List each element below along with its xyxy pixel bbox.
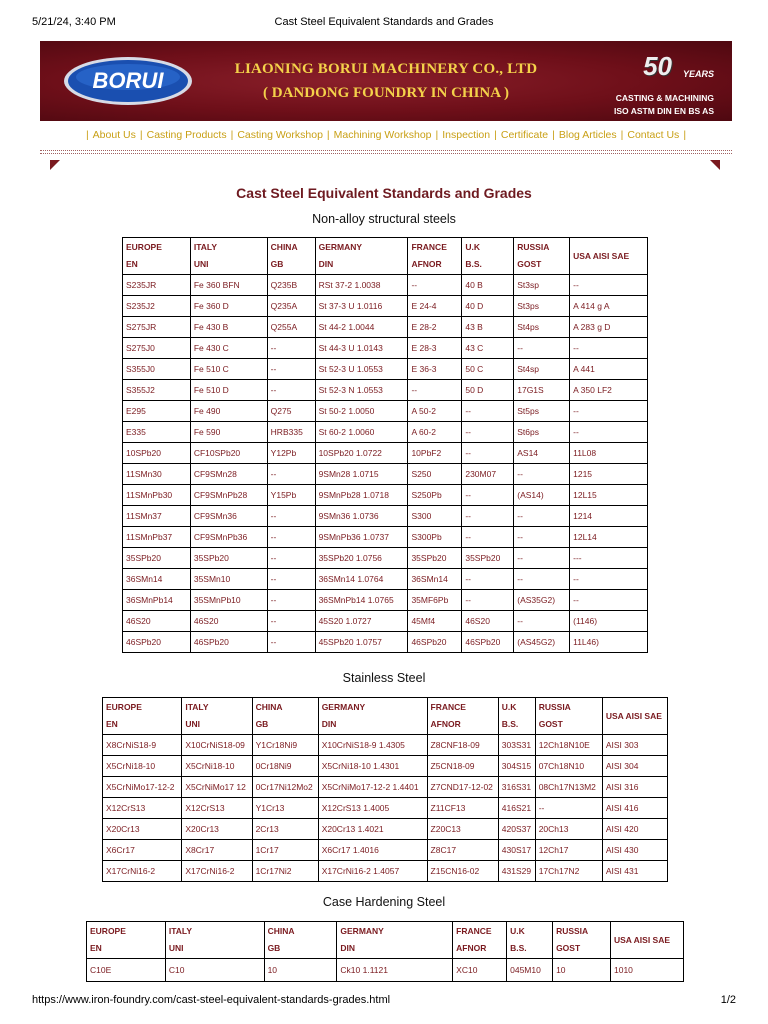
nav-separator: | bbox=[683, 129, 687, 141]
header-country: ITALY bbox=[168, 926, 192, 936]
table-cell: 35MF6Pb bbox=[408, 590, 462, 611]
table-cell: -- bbox=[514, 548, 570, 569]
table-cell: X10CrNiS18-09 bbox=[182, 735, 252, 756]
table-cell: -- bbox=[514, 569, 570, 590]
header-standard: DIN bbox=[340, 943, 356, 953]
table-cell: 46SPb20 bbox=[408, 632, 462, 653]
nav-link-casting-products[interactable]: Casting Products bbox=[146, 129, 227, 141]
table-cell: Ck10 1.1121 bbox=[337, 959, 453, 982]
table-cell: 9SMnPb36 1.0737 bbox=[315, 527, 408, 548]
table-cell: CF9SMnPb28 bbox=[190, 485, 267, 506]
header-country: U.K bbox=[465, 242, 480, 252]
company-name: LIAONING BORUI MACHINERY CO., LTD bbox=[234, 61, 538, 77]
table-cell: 9SMnPb28 1.0718 bbox=[315, 485, 408, 506]
nav-separator: | bbox=[230, 129, 234, 141]
table-cell: X10CrNiS18-9 1.4305 bbox=[318, 735, 427, 756]
table-cell: 11SMn30 bbox=[123, 464, 191, 485]
table-cell: AISI 430 bbox=[602, 840, 667, 861]
table-cell: AISI 431 bbox=[602, 861, 667, 882]
table-cell: A 50-2 bbox=[408, 401, 462, 422]
table-cell: -- bbox=[462, 485, 514, 506]
table-cell: 45SPb20 1.0757 bbox=[315, 632, 408, 653]
table-cell: St 37-3 U 1.0116 bbox=[315, 296, 408, 317]
table-cell: HRB335 bbox=[267, 422, 315, 443]
table-cell: C10E bbox=[87, 959, 166, 982]
header-country: RUSSIA bbox=[517, 242, 550, 252]
table-cell: St3sp bbox=[514, 275, 570, 296]
badge-number: 50 bbox=[643, 51, 672, 81]
table-cell: E335 bbox=[123, 422, 191, 443]
table-cell: 35SMn10 bbox=[190, 569, 267, 590]
table-cell: St 60-2 1.0060 bbox=[315, 422, 408, 443]
header-country: RUSSIA bbox=[556, 926, 589, 936]
table-cell: S300 bbox=[408, 506, 462, 527]
header-country: ITALY bbox=[193, 242, 217, 252]
table-cell: (AS45G2) bbox=[514, 632, 570, 653]
table-cell: Fe 360 D bbox=[190, 296, 267, 317]
header-country: CHINA bbox=[267, 926, 295, 936]
header-standard: GOST bbox=[556, 943, 581, 953]
table-cell: -- bbox=[535, 798, 602, 819]
table-cell: Fe 590 bbox=[190, 422, 267, 443]
table-cell: 36SMn14 1.0764 bbox=[315, 569, 408, 590]
table-cell: E295 bbox=[123, 401, 191, 422]
table-cell: S300Pb bbox=[408, 527, 462, 548]
table-cell: 0Cr18Ni9 bbox=[252, 756, 318, 777]
badge-line-1: CASTING & MACHINING bbox=[615, 93, 714, 103]
table-cell: St 44-2 1.0044 bbox=[315, 317, 408, 338]
table-cell: -- bbox=[514, 527, 570, 548]
table-cell: -- bbox=[267, 380, 315, 401]
table-cell: Z15CN16-02 bbox=[427, 861, 498, 882]
table-cell: St 50-2 1.0050 bbox=[315, 401, 408, 422]
header-standard: EN bbox=[126, 259, 138, 269]
table-cell: E 36-3 bbox=[408, 359, 462, 380]
table-cell: 20Ch13 bbox=[535, 819, 602, 840]
table-cell: Q235B bbox=[267, 275, 315, 296]
table-cell: -- bbox=[267, 632, 315, 653]
print-title: Cast Steel Equivalent Standards and Grades bbox=[274, 16, 494, 28]
table-cell: St4ps bbox=[514, 317, 570, 338]
table-cell: -- bbox=[514, 464, 570, 485]
table-cell: -- bbox=[408, 275, 462, 296]
section-caption-case-hardening: Case Hardening Steel bbox=[322, 895, 446, 909]
header-standard: GB bbox=[270, 259, 284, 269]
page-title: Cast Steel Equivalent Standards and Grades bbox=[236, 185, 532, 201]
column-header bbox=[264, 922, 337, 959]
header-standard: B.S. bbox=[501, 719, 519, 729]
header-standard: DIN bbox=[318, 259, 334, 269]
print-url: https://www.iron-foundry.com/cast-steel-equivalent-standards-grades.html bbox=[32, 994, 391, 1006]
table-cell: X5CrNi18-10 1.4301 bbox=[318, 756, 427, 777]
table-cell: 12Ch17 bbox=[535, 840, 602, 861]
table-cell: E 28-3 bbox=[408, 338, 462, 359]
print-page-number: 1/2 bbox=[720, 994, 736, 1006]
section-caption-nonalloy: Non-alloy structural steels bbox=[312, 212, 456, 226]
table-cell: X5CrNiMo17 12 bbox=[182, 777, 252, 798]
table-cell: S355J2 bbox=[123, 380, 191, 401]
table-cell: X20Cr13 1.4021 bbox=[318, 819, 427, 840]
table-cell: Y1Cr18Ni9 bbox=[252, 735, 318, 756]
table-cell: 0Cr17Ni12Mo2 bbox=[252, 777, 318, 798]
case-hardening-steel-table bbox=[86, 921, 684, 982]
table-cell: St 44-3 U 1.0143 bbox=[315, 338, 408, 359]
table-cell: -- bbox=[462, 401, 514, 422]
print-datetime: 5/21/24, 3:40 PM bbox=[32, 16, 116, 28]
table-cell: X6Cr17 1.4016 bbox=[318, 840, 427, 861]
table-cell: CF10SPb20 bbox=[190, 443, 267, 464]
table-cell: 11SMn37 bbox=[123, 506, 191, 527]
table-cell: X17CrNi16-2 bbox=[103, 861, 182, 882]
table-cell: 43 C bbox=[462, 338, 514, 359]
table-cell: 045M10 bbox=[507, 959, 553, 982]
table-cell: 36SMnPb14 1.0765 bbox=[315, 590, 408, 611]
table-cell: C10 bbox=[165, 959, 264, 982]
header-standard: B.S. bbox=[465, 259, 482, 269]
table-cell: -- bbox=[462, 527, 514, 548]
table-cell: 9SMn28 1.0715 bbox=[315, 464, 408, 485]
table-cell: 35SPb20 bbox=[190, 548, 267, 569]
header-country: USA AISI SAE bbox=[573, 250, 630, 261]
logo-text: BORUI bbox=[92, 68, 164, 93]
table-cell: 46S20 bbox=[190, 611, 267, 632]
table-cell: 12L14 bbox=[570, 527, 648, 548]
table-cell: S275JR bbox=[123, 317, 191, 338]
table-cell: (AS35G2) bbox=[514, 590, 570, 611]
table-cell: 303S31 bbox=[498, 735, 535, 756]
table-cell: A 283 g D bbox=[570, 317, 648, 338]
header-standard: GB bbox=[267, 943, 281, 953]
table-cell: -- bbox=[267, 464, 315, 485]
table-cell: 431S29 bbox=[498, 861, 535, 882]
table-cell: -- bbox=[570, 569, 648, 590]
table-cell: -- bbox=[514, 506, 570, 527]
table-cell: -- bbox=[462, 506, 514, 527]
company-subtitle: ( DANDONG FOUNDRY IN CHINA ) bbox=[263, 85, 509, 101]
table-cell: -- bbox=[267, 506, 315, 527]
table-row bbox=[87, 959, 684, 982]
section-caption-stainless: Stainless Steel bbox=[342, 671, 426, 685]
table-cell: Fe 430 B bbox=[190, 317, 267, 338]
table-cell: 12Ch18N10E bbox=[535, 735, 602, 756]
table-cell: CF9SMn36 bbox=[190, 506, 267, 527]
table-cell: S235J2 bbox=[123, 296, 191, 317]
column-header bbox=[610, 922, 683, 959]
table-cell: 17Ch17N2 bbox=[535, 861, 602, 882]
table-cell: -- bbox=[570, 422, 648, 443]
table-cell: -- bbox=[462, 443, 514, 464]
table-cell: S235JR bbox=[123, 275, 191, 296]
table-cell: X8CrNiS18-9 bbox=[103, 735, 182, 756]
table-cell: Z5CN18-09 bbox=[427, 756, 498, 777]
table-cell: 1010 bbox=[610, 959, 683, 982]
table-cell: 10SPb20 bbox=[123, 443, 191, 464]
nav-separator: | bbox=[494, 129, 497, 141]
header-standard: AFNOR bbox=[411, 259, 442, 269]
nav-separator: | bbox=[139, 129, 143, 141]
header-country: GERMANY bbox=[340, 926, 384, 936]
table-cell: AISI 304 bbox=[602, 756, 667, 777]
header-country: USA AISI SAE bbox=[613, 934, 671, 945]
nav-link-blog-articles[interactable]: Blog Articles bbox=[558, 129, 617, 141]
header-standard: GB bbox=[255, 719, 269, 729]
table-cell: S355J0 bbox=[123, 359, 191, 380]
table-cell: X5CrNiMo17-12-2 1.4401 bbox=[318, 777, 427, 798]
header-standard: UNI bbox=[193, 259, 209, 269]
table-cell: -- bbox=[514, 338, 570, 359]
table-cell: 46S20 bbox=[462, 611, 514, 632]
nav-link-inspection[interactable]: Inspection bbox=[442, 129, 491, 141]
table-cell: E 28-2 bbox=[408, 317, 462, 338]
table-cell: 430S17 bbox=[498, 840, 535, 861]
table-cell: 11SMnPb30 bbox=[123, 485, 191, 506]
table-cell: 46SPb20 bbox=[190, 632, 267, 653]
table-cell: Fe 430 C bbox=[190, 338, 267, 359]
table-cell: 11L08 bbox=[570, 443, 648, 464]
header-country: GERMANY bbox=[318, 242, 363, 252]
table-cell: St 52-3 N 1.0553 bbox=[315, 380, 408, 401]
header-country: GERMANY bbox=[321, 702, 366, 712]
nav-separator: | bbox=[620, 129, 624, 141]
table-cell: 416S21 bbox=[498, 798, 535, 819]
table-cell: A 414 g A bbox=[570, 296, 648, 317]
table-cell: 1215 bbox=[570, 464, 648, 485]
table-cell: 12L15 bbox=[570, 485, 648, 506]
table-cell: X12CrS13 bbox=[182, 798, 252, 819]
table-cell: 420S37 bbox=[498, 819, 535, 840]
table-cell: Z11CF13 bbox=[427, 798, 498, 819]
column-header bbox=[553, 922, 611, 959]
table-cell: -- bbox=[514, 611, 570, 632]
table-cell: 9SMn36 1.0736 bbox=[315, 506, 408, 527]
table-cell: Z7CND17-12-02 bbox=[427, 777, 498, 798]
table-cell: Q275 bbox=[267, 401, 315, 422]
table-cell: 316S31 bbox=[498, 777, 535, 798]
table-cell: Y15Pb bbox=[267, 485, 315, 506]
table-cell: Q255A bbox=[267, 317, 315, 338]
table-cell: -- bbox=[570, 275, 648, 296]
table-cell: X6Cr17 bbox=[103, 840, 182, 861]
table-cell: 35SPb20 bbox=[408, 548, 462, 569]
table-cell: AISI 316 bbox=[602, 777, 667, 798]
table-cell: 45S20 1.0727 bbox=[315, 611, 408, 632]
table-cell: 35SMnPb10 bbox=[190, 590, 267, 611]
table-cell: Fe 510 D bbox=[190, 380, 267, 401]
badge-years: YEARS bbox=[682, 69, 714, 79]
header-standard: EN bbox=[90, 943, 102, 953]
table-cell: X20Cr13 bbox=[103, 819, 182, 840]
header-standard: AFNOR bbox=[430, 719, 461, 729]
table-cell: 08Ch17N13M2 bbox=[535, 777, 602, 798]
header-standard: UNI bbox=[168, 943, 184, 953]
table-cell: -- bbox=[462, 422, 514, 443]
table-cell: -- bbox=[267, 590, 315, 611]
table-cell: AISI 420 bbox=[602, 819, 667, 840]
table-cell: S250Pb bbox=[408, 485, 462, 506]
nav-link-contact-us[interactable]: Contact Us bbox=[627, 129, 680, 141]
header-standard: GOST bbox=[538, 719, 563, 729]
table-cell: 40 D bbox=[462, 296, 514, 317]
table-cell: -- bbox=[267, 548, 315, 569]
nav-separator: | bbox=[435, 129, 439, 141]
table-cell: CF9SMn28 bbox=[190, 464, 267, 485]
nav-link-certificate[interactable]: Certificate bbox=[500, 129, 549, 141]
table-cell: Fe 360 BFN bbox=[190, 275, 267, 296]
table-cell: 17G1S bbox=[514, 380, 570, 401]
header-country: EUROPE bbox=[126, 242, 162, 252]
table-cell: 36SMn14 bbox=[408, 569, 462, 590]
nav-link-machining-workshop[interactable]: Machining Workshop bbox=[333, 129, 432, 141]
table-cell: St5ps bbox=[514, 401, 570, 422]
table-cell: X5CrNi18-10 bbox=[182, 756, 252, 777]
table-cell: AISI 416 bbox=[602, 798, 667, 819]
badge-line-2: ISO ASTM DIN EN BS AS bbox=[614, 106, 714, 116]
nav-separator: | bbox=[85, 129, 89, 141]
table-cell: Y12Pb bbox=[267, 443, 315, 464]
header-country: CHINA bbox=[270, 242, 298, 252]
table-cell: A 60-2 bbox=[408, 422, 462, 443]
header-standard: DIN bbox=[321, 719, 337, 729]
table-cell: 45Mf4 bbox=[408, 611, 462, 632]
table-cell: 11L46) bbox=[570, 632, 648, 653]
column-header bbox=[165, 922, 264, 959]
table-cell: AISI 303 bbox=[602, 735, 667, 756]
column-header bbox=[453, 922, 507, 959]
table-cell: 46SPb20 bbox=[462, 632, 514, 653]
table-cell: A 350 LF2 bbox=[570, 380, 648, 401]
table-cell: XC10 bbox=[453, 959, 507, 982]
table-cell: X17CrNi16-2 1.4057 bbox=[318, 861, 427, 882]
table-cell: 35SPb20 bbox=[462, 548, 514, 569]
header-country: U.K bbox=[510, 926, 525, 936]
table-cell: X12CrS13 bbox=[103, 798, 182, 819]
nav-link-casting-workshop[interactable]: Casting Workshop bbox=[237, 129, 323, 141]
table-cell: S275J0 bbox=[123, 338, 191, 359]
table-cell: 40 B bbox=[462, 275, 514, 296]
header-country: EUROPE bbox=[90, 926, 126, 936]
column-header bbox=[337, 922, 453, 959]
table-cell: Fe 490 bbox=[190, 401, 267, 422]
table-cell: Q235A bbox=[267, 296, 315, 317]
table-cell: St4sp bbox=[514, 359, 570, 380]
column-header bbox=[507, 922, 553, 959]
nav-separator: | bbox=[552, 129, 555, 141]
header-country: ITALY bbox=[185, 702, 209, 712]
table-cell: Z8CNF18-09 bbox=[427, 735, 498, 756]
nav-link-about-us[interactable]: About Us bbox=[92, 129, 136, 141]
table-cell: 36SMn14 bbox=[123, 569, 191, 590]
table-cell: 10SPb20 1.0722 bbox=[315, 443, 408, 464]
table-cell: St 52-3 U 1.0553 bbox=[315, 359, 408, 380]
nav-separator: | bbox=[326, 129, 330, 141]
table-cell: -- bbox=[570, 590, 648, 611]
table-cell: 36SMnPb14 bbox=[123, 590, 191, 611]
header-country: FRANCE bbox=[430, 702, 466, 712]
table-cell: 10 bbox=[553, 959, 611, 982]
table-cell: St3ps bbox=[514, 296, 570, 317]
table-cell: -- bbox=[570, 338, 648, 359]
table-cell: 10 bbox=[264, 959, 337, 982]
table-cell: -- bbox=[267, 359, 315, 380]
table-cell: 1214 bbox=[570, 506, 648, 527]
column-header bbox=[87, 922, 166, 959]
table-cell: --- bbox=[570, 548, 648, 569]
table-cell: (AS14) bbox=[514, 485, 570, 506]
table-cell: X17CrNi16-2 bbox=[182, 861, 252, 882]
header-standard: UNI bbox=[185, 719, 200, 729]
header-standard: AFNOR bbox=[456, 943, 487, 953]
table-cell: 1Cr17Ni2 bbox=[252, 861, 318, 882]
header-country: FRANCE bbox=[411, 242, 447, 252]
table-cell: 43 B bbox=[462, 317, 514, 338]
table-cell: X20Cr13 bbox=[182, 819, 252, 840]
table-cell: X5CrNi18-10 bbox=[103, 756, 182, 777]
table-cell: Fe 510 C bbox=[190, 359, 267, 380]
header-standard: EN bbox=[106, 719, 118, 729]
header-country: U.K bbox=[501, 702, 517, 712]
table-cell: 50 C bbox=[462, 359, 514, 380]
table-cell: RSt 37-2 1.0038 bbox=[315, 275, 408, 296]
header-country: USA AISI SAE bbox=[605, 710, 662, 721]
header-standard: B.S. bbox=[510, 943, 527, 953]
table-cell: 11SMnPb37 bbox=[123, 527, 191, 548]
table-cell: A 441 bbox=[570, 359, 648, 380]
header-country: FRANCE bbox=[456, 926, 492, 936]
table-cell: St6ps bbox=[514, 422, 570, 443]
table-cell: 10PbF2 bbox=[408, 443, 462, 464]
table-cell: 304S15 bbox=[498, 756, 535, 777]
table-cell: 35SPb20 bbox=[123, 548, 191, 569]
header-standard: GOST bbox=[517, 259, 542, 269]
table-cell: -- bbox=[267, 527, 315, 548]
table-cell: 1Cr17 bbox=[252, 840, 318, 861]
table-cell: 2Cr13 bbox=[252, 819, 318, 840]
table-cell: Z8C17 bbox=[427, 840, 498, 861]
table-cell: 46SPb20 bbox=[123, 632, 191, 653]
table-cell: -- bbox=[408, 380, 462, 401]
table-cell: -- bbox=[267, 569, 315, 590]
table-cell: 07Ch18N10 bbox=[535, 756, 602, 777]
table-cell: 46S20 bbox=[123, 611, 191, 632]
table-cell: CF9SMnPb36 bbox=[190, 527, 267, 548]
header-country: EUROPE bbox=[106, 702, 142, 712]
table-cell: -- bbox=[570, 401, 648, 422]
table-cell: Z20C13 bbox=[427, 819, 498, 840]
table-cell: AS14 bbox=[514, 443, 570, 464]
table-cell: -- bbox=[267, 338, 315, 359]
header-country: CHINA bbox=[255, 702, 283, 712]
table-cell: 35SPb20 1.0756 bbox=[315, 548, 408, 569]
table-cell: -- bbox=[462, 590, 514, 611]
table-cell: X8Cr17 bbox=[182, 840, 252, 861]
table-cell: X12CrS13 1.4005 bbox=[318, 798, 427, 819]
table-cell: E 24-4 bbox=[408, 296, 462, 317]
header-country: RUSSIA bbox=[538, 702, 571, 712]
table-cell: -- bbox=[462, 569, 514, 590]
table-cell: 50 D bbox=[462, 380, 514, 401]
table-cell: 230M07 bbox=[462, 464, 514, 485]
table-cell: -- bbox=[267, 611, 315, 632]
table-cell: (1146) bbox=[570, 611, 648, 632]
table-cell: X5CrNiMo17-12-2 bbox=[103, 777, 182, 798]
table-cell: Y1Cr13 bbox=[252, 798, 318, 819]
table-cell: S250 bbox=[408, 464, 462, 485]
table-header-row bbox=[87, 922, 684, 959]
